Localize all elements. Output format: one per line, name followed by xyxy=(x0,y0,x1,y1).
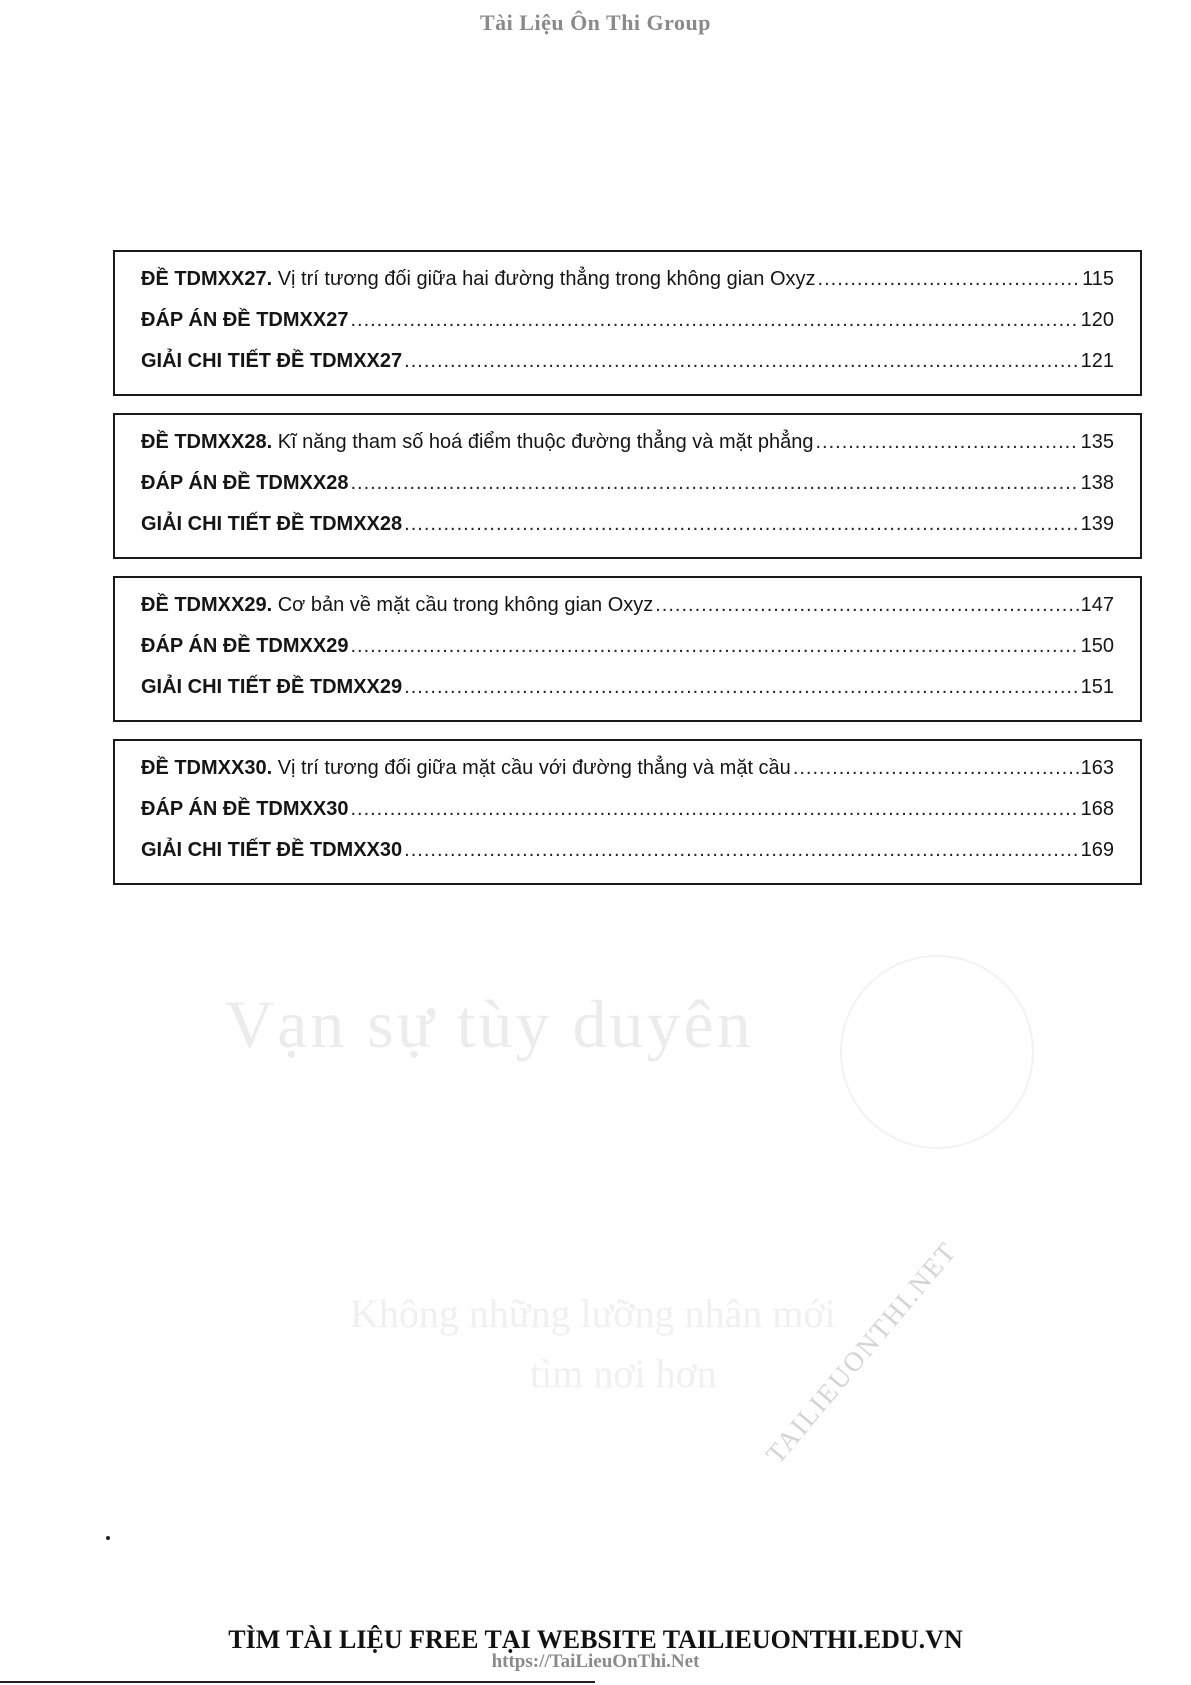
toc-entry[interactable] xyxy=(141,635,1114,676)
toc-entry-label: ĐỀ TDMXX30. Vị trí tương đối giữa mặt cầu với đường thẳng và mặt cầu xyxy=(141,757,791,779)
toc-page-number: 139 xyxy=(1080,513,1114,535)
toc-section-tdmxx27 xyxy=(113,250,1142,396)
watermark-motto: Vạn sự tùy duyên xyxy=(225,986,754,1062)
toc-page-number: 120 xyxy=(1080,309,1114,331)
bottom-divider xyxy=(0,1681,595,1683)
toc-section-tdmxx30 xyxy=(113,739,1142,885)
stray-dot-mark xyxy=(106,1536,110,1540)
toc-page-number: 168 xyxy=(1080,798,1114,820)
toc-dot-leader xyxy=(404,839,1078,862)
toc-dot-leader xyxy=(350,472,1078,495)
toc-dot-leader xyxy=(818,268,1081,291)
toc-dot-leader xyxy=(350,798,1078,821)
toc-entry-label: GIẢI CHI TIẾT ĐỀ TDMXX28 xyxy=(141,513,403,535)
toc-entry-label: GIẢI CHI TIẾT ĐỀ TDMXX27 xyxy=(141,350,403,372)
toc-page-number: 147 xyxy=(1080,594,1114,616)
toc-page-number: 150 xyxy=(1080,635,1114,657)
watermark-site-diagonal: TAILIEUONTHI.NET xyxy=(760,1235,963,1470)
toc-dot-leader xyxy=(404,676,1078,699)
toc-page-number: 121 xyxy=(1080,350,1114,372)
toc-entry-label: GIẢI CHI TIẾT ĐỀ TDMXX29 xyxy=(141,676,403,698)
toc-entry[interactable] xyxy=(141,309,1114,350)
watermark-subtext-line-1: Không những lưỡng nhân mới xyxy=(350,1291,836,1336)
toc-dot-leader xyxy=(350,635,1078,658)
toc-entry[interactable] xyxy=(141,350,1114,391)
toc-dot-leader xyxy=(815,431,1078,454)
toc-entry[interactable] xyxy=(141,268,1114,309)
toc-entry[interactable] xyxy=(141,839,1114,880)
toc-entry-label: ĐỀ TDMXX27. Vị trí tương đối giữa hai đường thẳng trong không gian Oxyz xyxy=(141,268,816,290)
toc-entry-label: ĐỀ TDMXX28. Kĩ năng tham số hoá điểm thuộc đường thẳng và mặt phẳng xyxy=(141,431,814,453)
toc-entry[interactable] xyxy=(141,513,1114,554)
footer-url-link[interactable]: https://TaiLieuOnThi.Net xyxy=(491,1651,700,1672)
toc-entry[interactable] xyxy=(141,594,1114,635)
toc-entry-label: GIẢI CHI TIẾT ĐỀ TDMXX30 xyxy=(141,839,403,861)
toc-entry[interactable] xyxy=(141,757,1114,798)
toc-page-number: 151 xyxy=(1080,676,1114,698)
toc-page-number: 163 xyxy=(1080,757,1114,779)
toc-page-number: 135 xyxy=(1080,431,1114,453)
toc-entry[interactable] xyxy=(141,472,1114,513)
toc-section-tdmxx29 xyxy=(113,576,1142,722)
toc-entry[interactable] xyxy=(141,676,1114,717)
toc-dot-leader xyxy=(793,757,1079,780)
toc-page-number: 115 xyxy=(1082,268,1114,290)
page-header-title: Tài Liệu Ôn Thi Group xyxy=(480,10,711,35)
toc-dot-leader xyxy=(655,594,1078,617)
toc-entry[interactable] xyxy=(141,798,1114,839)
toc-dot-leader xyxy=(350,309,1078,332)
toc-entry-label: ĐÁP ÁN ĐỀ TDMXX27 xyxy=(141,309,349,331)
toc-dot-leader xyxy=(404,513,1078,536)
toc-entry-label: ĐÁP ÁN ĐỀ TDMXX28 xyxy=(141,472,349,494)
toc-entry-label: ĐỀ TDMXX29. Cơ bản về mặt cầu trong không gian Oxyz xyxy=(141,594,654,616)
footer-title: TÌM TÀI LIỆU FREE TẠI WEBSITE TAILIEUONTHI.EDU.VN xyxy=(228,1625,963,1654)
toc-section-tdmxx28 xyxy=(113,413,1142,559)
watermark-circle-stamp xyxy=(840,955,1034,1149)
toc-entry-label: ĐÁP ÁN ĐỀ TDMXX30 xyxy=(141,798,349,820)
watermark-subtext-line-2: tìm nơi hơn xyxy=(530,1351,717,1396)
toc-page-number: 169 xyxy=(1080,839,1114,861)
toc-page-number: 138 xyxy=(1080,472,1114,494)
toc-dot-leader xyxy=(404,350,1078,373)
toc-entry-label: ĐÁP ÁN ĐỀ TDMXX29 xyxy=(141,635,349,657)
toc-entry[interactable] xyxy=(141,431,1114,472)
